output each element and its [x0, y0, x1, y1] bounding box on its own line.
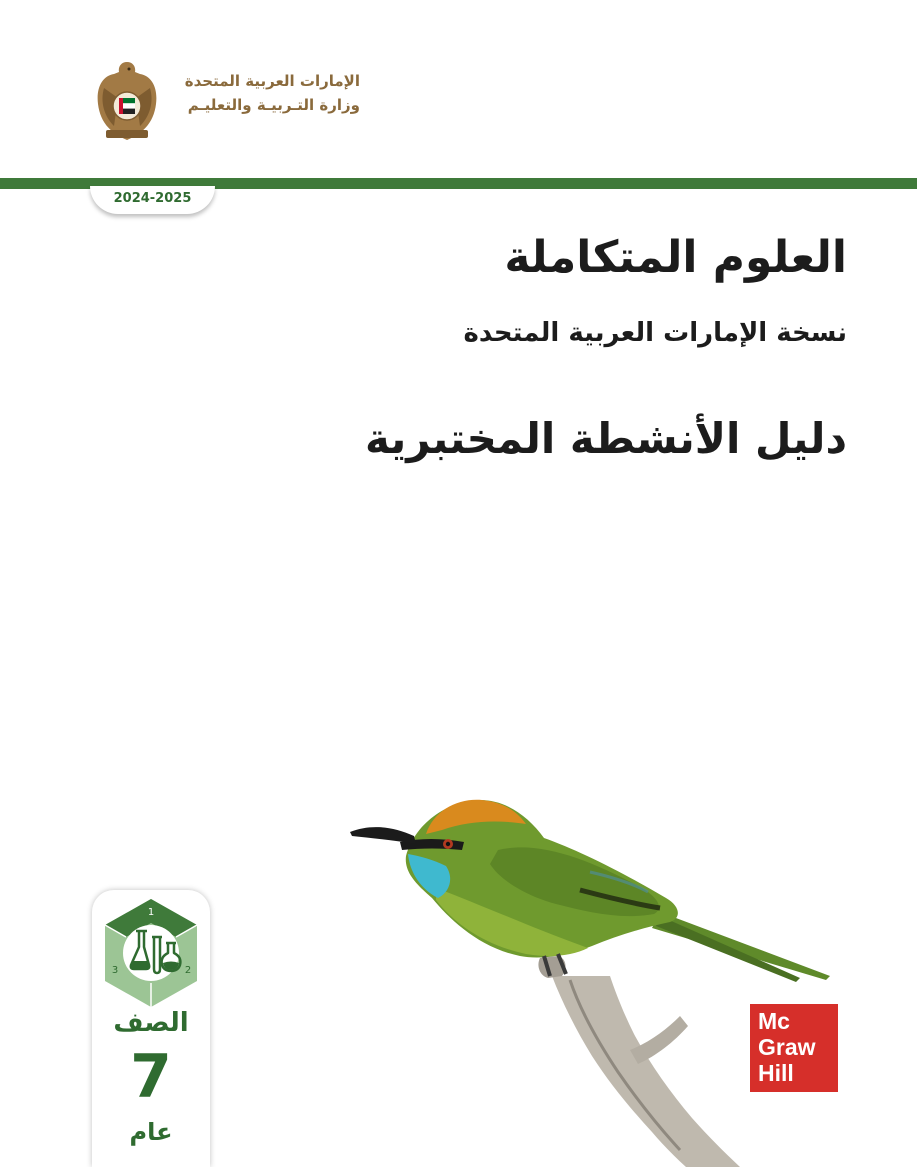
book-type: دليل الأنشطة المختبرية — [364, 414, 847, 463]
publisher-logo-line-2: Graw — [758, 1034, 816, 1060]
grade-track: عام — [129, 1118, 173, 1146]
book-edition: نسخة الإمارات العربية المتحدة — [463, 318, 847, 348]
segment-label-3: 3 — [111, 965, 119, 976]
academic-year-tab: 2024-2025 — [90, 186, 215, 214]
segment-label-2: 2 — [184, 965, 192, 976]
publisher-logo-line-1: Mc — [758, 1008, 790, 1034]
ministry-name: وزارة التـربيـة والتعليـم — [187, 96, 360, 114]
book-title: العلوم المتكاملة — [504, 232, 847, 283]
segment-label-1: 1 — [147, 907, 155, 918]
grade-label: الصف — [113, 1008, 189, 1038]
publisher-logo — [750, 1004, 838, 1092]
publisher-logo-line-3: Hill — [758, 1060, 794, 1086]
grade-segments-graphic — [94, 893, 208, 1013]
grade-number: 7 — [130, 1042, 172, 1112]
uae-falcon-emblem-icon — [92, 58, 162, 144]
ministry-country-name: الإمارات العربية المتحدة — [184, 72, 360, 90]
bee-eater-bird-photo — [330, 780, 850, 1167]
